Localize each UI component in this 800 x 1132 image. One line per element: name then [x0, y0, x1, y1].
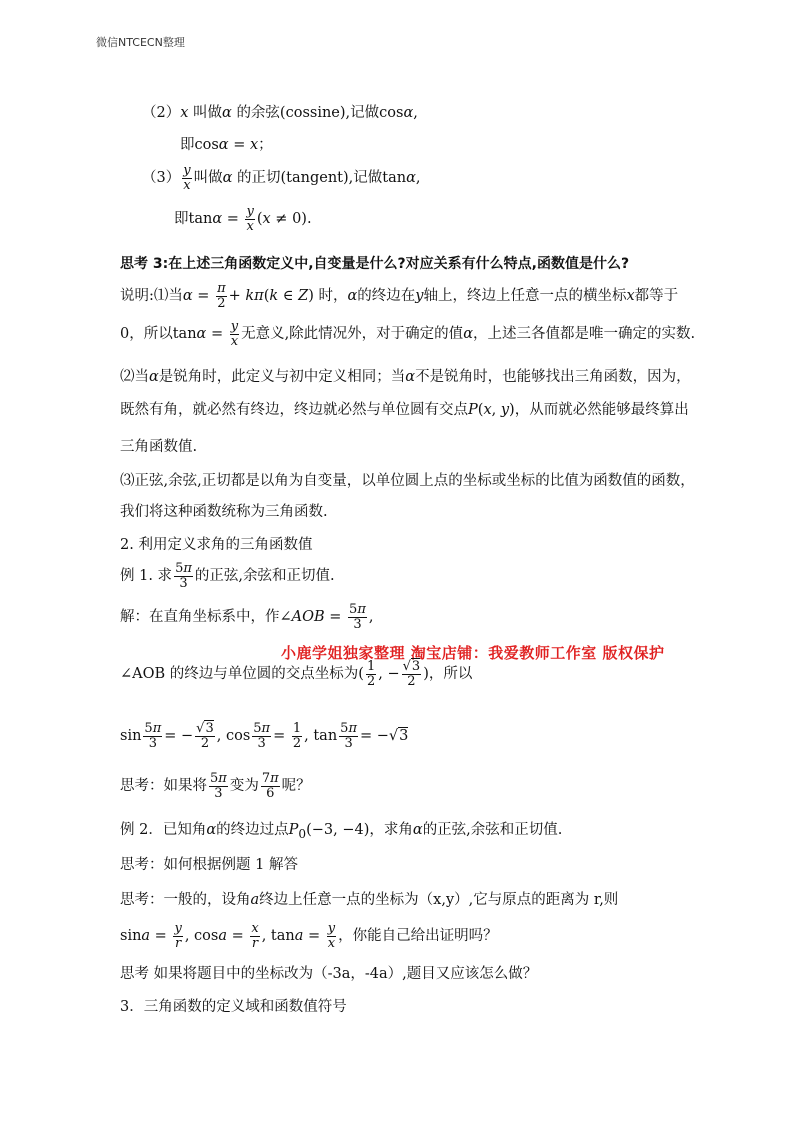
- cosine-formula-prefix: 即: [180, 137, 195, 153]
- think3-general: 思考：一般的，设角a终边上任意一点的坐标为（x,y）,它与原点的距离为 r,则: [120, 892, 619, 908]
- explanation-p2d: ，上述三各值都是唯一确定的实数.: [472, 326, 696, 343]
- solution-line2: ∠AOB 的终边与单位圆的交点坐标为( $\frac{1}{2}$ , − $\frac{√3}{2}$ )，所以: [120, 659, 473, 689]
- item2-text-b: 的余弦(cossine),记做: [236, 105, 380, 121]
- solution-line1: 解：在直角坐标系中，作∠AOB = $\frac{5\pi}{3}$ ,: [120, 602, 374, 632]
- tangent-formula: 即tanα = $\frac{y}{x}$ (x ≠ 0).: [174, 204, 312, 234]
- solution-b: ∠AOB 的终边与单位圆的交点坐标为: [120, 666, 359, 683]
- header-source: 微信NTCECN整理: [96, 36, 185, 49]
- explanation-p1e: 都等于: [634, 288, 679, 305]
- example1-a: 例 1. 求: [120, 568, 173, 585]
- explanation-p4b: ，从而就必然能够最终算出: [514, 402, 689, 418]
- think3-c: ，你能自己给出证明吗？: [338, 928, 498, 945]
- explanation-p3a: ⑵当: [120, 369, 149, 385]
- example2-d: 的正弦,余弦和正切值.: [422, 822, 563, 838]
- solution-a: 解：在直角坐标系中，作: [120, 609, 280, 626]
- explanation-p2a: 0: [120, 326, 130, 343]
- example2-b: 的终边过点: [216, 822, 289, 838]
- explanation-p2b: ，所以: [129, 326, 173, 343]
- explanation-p1a: 说明:⑴当: [120, 288, 183, 305]
- think-c: 呢？: [281, 778, 311, 795]
- watermark-text: 小鹿学姐独家整理 淘宝店铺：我爱教师工作室 版权保护: [281, 644, 665, 662]
- explanation-line3: ⑵当α是锐角时，此定义与初中定义相同；当α不是锐角时，也能够找出三角函数，因为，: [120, 369, 691, 385]
- think3-formulas: sina = $\frac{y}{r}$ , cosa = $\frac{x}{r}$ , tana = $\frac{y}{x}$ ，你能自己给出证明吗？: [120, 921, 498, 951]
- solution-c: ，所以: [428, 666, 473, 683]
- explanation-p4a: 既然有角，就必然有终边，终边就必然与单位圆有交点: [120, 402, 468, 418]
- section2-title: 2. 利用定义求角的三角函数值: [120, 537, 313, 553]
- explanation-p1d: 轴上，终边上任意一点的横坐标: [423, 288, 627, 305]
- section3-title: 3．三角函数的定义域和函数值符号: [120, 999, 347, 1015]
- explanation-p2c: 无意义,除此情况外，对于确定的值: [241, 326, 464, 343]
- explanation-line4: 既然有角，就必然有终边，终边就必然与单位圆有交点P(x, y)，从而就必然能够最终算出: [120, 402, 689, 418]
- think-transform: 思考：如果将 $\frac{5\pi}{3}$ 变为 $\frac{7\pi}{6}$ 呢？: [120, 771, 311, 801]
- item3-text-b: 的正切(tangent),记做: [237, 170, 383, 187]
- explanation-line5: 三角函数值.: [120, 439, 198, 455]
- explanation-line6: ⑶正弦,余弦,正切都是以角为自变量，以单位圆上点的坐标或坐标的比值为函数值的函数，: [120, 473, 695, 489]
- explanation-line1: 说明:⑴当α = $\frac{\pi}{2}$ + kπ(k ∈ Z) 时，α的终边在y轴上，终边上任意一点的横坐标x都等于: [120, 281, 679, 311]
- explanation-line7: 我们将这种函数统称为三角函数.: [120, 504, 328, 520]
- explanation-line2: 0，所以tanα = $\frac{y}{x}$ 无意义,除此情况外，对于确定的值α，上述三各值都是唯一确定的实数.: [120, 319, 696, 349]
- think-b: 变为: [229, 778, 259, 795]
- item2-text-a: 叫做: [193, 105, 223, 121]
- example1-b: 的正弦,余弦和正切值.: [194, 568, 335, 585]
- think3-a: 思考：一般的，设角: [120, 892, 251, 908]
- example2-a: 例 2．已知角: [120, 822, 207, 838]
- cosine-formula: 即cosα = x；: [180, 137, 273, 153]
- think4: 思考 如果将题目中的坐标改为（-3a，-4a）,题目又应该怎么做？: [120, 966, 538, 982]
- example1: 例 1. 求 $\frac{5\pi}{3}$ 的正弦,余弦和正切值.: [120, 561, 335, 591]
- explanation-p3c: 不是锐角时，也能够找出三角函数，因为，: [415, 369, 691, 385]
- item2-label: （2）: [142, 105, 181, 121]
- item3-label: （3）: [142, 170, 181, 187]
- tangent-definition: （3） $\frac{y}{x}$ 叫做α 的正切(tangent),记做tanα,: [142, 163, 421, 193]
- example2: 例 2．已知角α的终边过点$P_0(-3$, −4)，求角α的正弦,余弦和正切值.: [120, 822, 563, 841]
- explanation-p1b: 时，: [318, 288, 348, 305]
- solution-values: sin $\frac{5\pi}{3}$ = − $\frac{√3}{2}$ , cos $\frac{5\pi}{3}$ = $\frac{1}{2}$ , tan $\frac{5\pi}{3}$ = −√3: [120, 721, 409, 751]
- explanation-p3b: 是锐角时，此定义与初中定义相同；当: [158, 369, 406, 385]
- think-a: 思考：如果将: [120, 778, 207, 795]
- example2-c: ，求角: [369, 822, 413, 838]
- think2: 思考：如何根据例题 1 解答: [120, 857, 298, 873]
- explanation-p1c: 的终边在: [357, 288, 416, 305]
- think3-b: 终边上任意一点的坐标为（x,y）,它与原点的距离为 r,则: [259, 892, 619, 908]
- cosine-definition: （2）x 叫做α 的余弦(cossine),记做cosα,: [142, 105, 418, 121]
- tangent-formula-prefix: 即: [174, 211, 189, 228]
- think3-title: 思考 3:在上述三角函数定义中,自变量是什么?对应关系有什么特点,函数值是什么?: [120, 256, 630, 272]
- item3-text-a: 叫做: [193, 170, 223, 187]
